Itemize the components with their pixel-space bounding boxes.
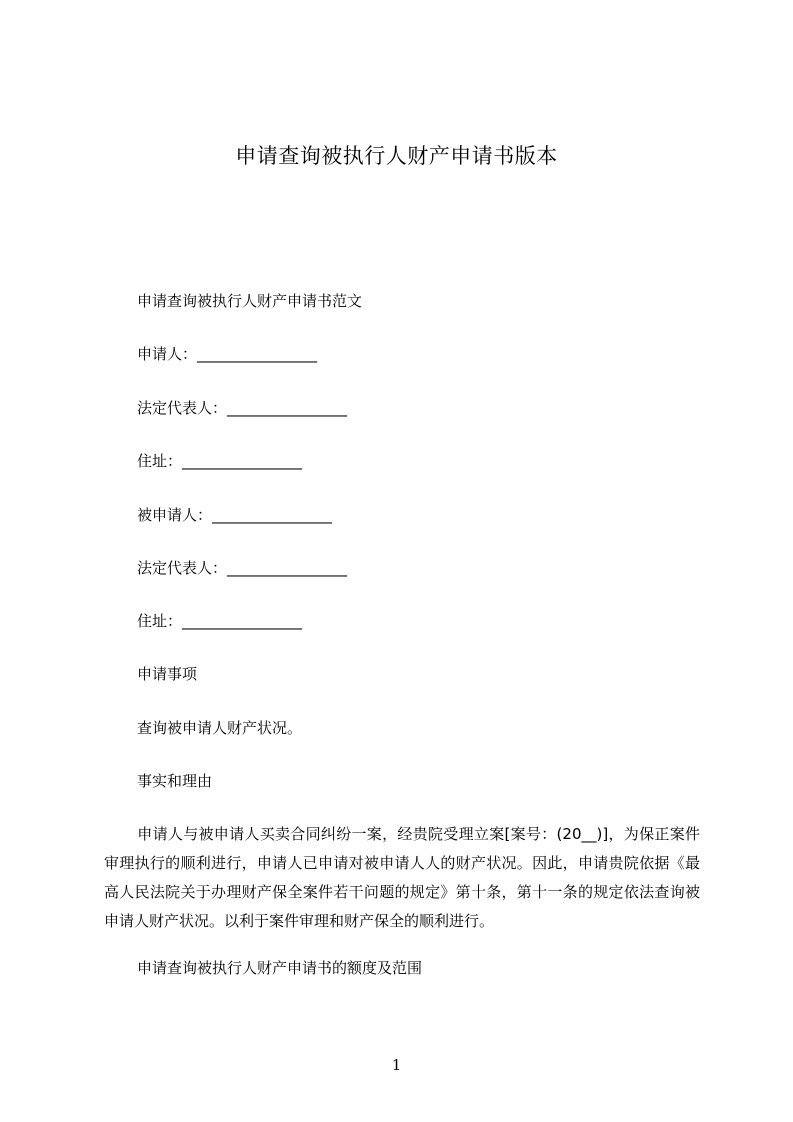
field-label: 住址： [137,452,183,470]
field-label: 法定代表人： [137,399,228,417]
field-blank: ________________ [182,612,303,630]
facts-heading: 事实和理由 [137,772,213,790]
address-field [137,450,302,472]
field-blank: ________________ [227,559,348,577]
field-blank: ________________ [182,452,303,470]
request-body: 查询被申请人财产状况。 [137,719,303,737]
document-title: 申请查询被执行人财产申请书版本 [235,144,558,168]
legal-representative-field [137,397,347,419]
field-label: 住址： [137,612,183,630]
field-blank: ________________ [227,399,348,417]
field-blank: ________________ [197,345,318,363]
field-label: 被申请人： [137,506,213,524]
facts-paragraph [104,820,700,936]
request-heading: 申请事项 [137,665,198,683]
page-number: 1 [391,1056,402,1074]
facts-paragraph-text: 申请人与被申请人买卖合同纠纷一案，经贵院受理立案[案号：(20__)]，为保正案件审理执行的顺利进行，申请人已申请对被申请人人的财产状况。因此，申请贵院依据《最高人民法院关于办理财产保全案件若干问题的规定》第十条，第十一条的规定依法查询被申请人财产状况。以利于案件审理和财产保全的顺利进行。 [104,825,700,930]
document-subtitle: 申请查询被执行人财产申请书范文 [137,292,363,310]
amount-heading: 申请查询被执行人财产申请书的额度及范围 [137,959,423,977]
respondent-legal-representative-field [137,557,347,579]
respondent-field [137,504,332,526]
field-blank: ________________ [212,506,333,524]
field-label: 申请人： [137,345,198,363]
respondent-address-field [137,610,302,632]
applicant-field [137,343,317,365]
field-label: 法定代表人： [137,559,228,577]
